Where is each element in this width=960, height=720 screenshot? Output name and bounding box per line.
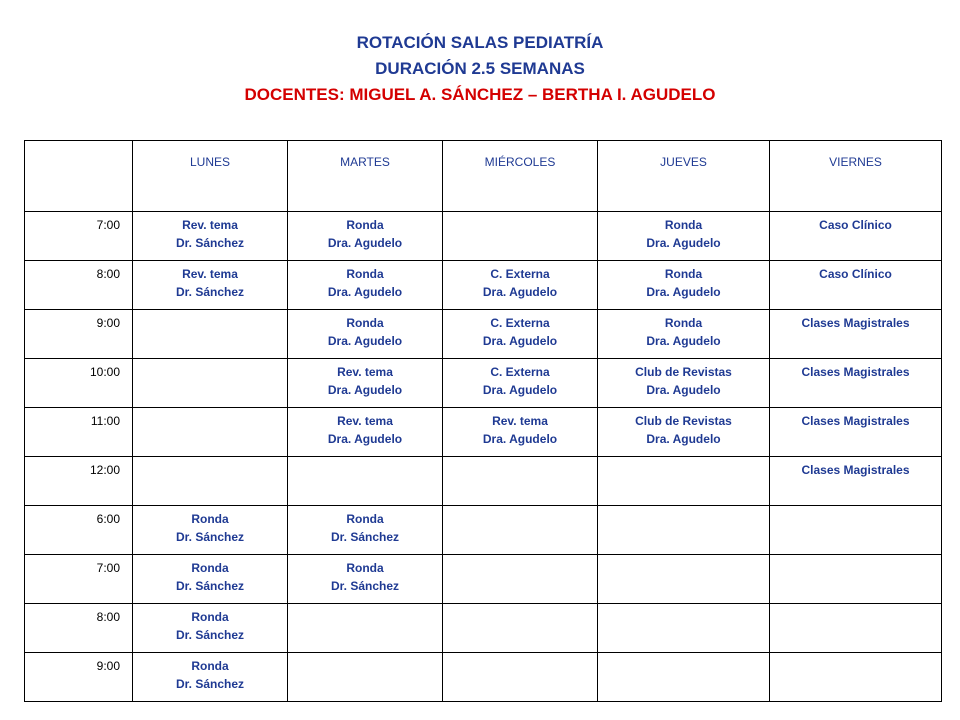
activity-label: Rev. tema [337, 365, 393, 379]
activity-label: Rev. tema [337, 414, 393, 428]
teacher-label: Dra. Agudelo [327, 334, 403, 348]
header-cell-lunes: LUNES [133, 141, 288, 212]
schedule-cell-miercoles [443, 261, 598, 310]
activity-label: Clases Magistrales [801, 316, 910, 330]
schedule-cell-martes [288, 261, 443, 310]
schedule-cell-martes [288, 212, 443, 261]
schedule-cell-viernes [770, 604, 942, 653]
activity-label: Ronda [346, 561, 384, 575]
activity-label: Rev. tema [182, 267, 238, 281]
teacher-label: Dra. Agudelo [482, 285, 558, 299]
activity-label: Caso Clínico [819, 218, 892, 232]
title-block [0, 30, 960, 108]
schedule-cell-jueves [598, 555, 770, 604]
schedule-cell-jueves [598, 604, 770, 653]
schedule-cell-martes [288, 359, 443, 408]
activity-label: Ronda [191, 659, 229, 673]
schedule-cell-miercoles [443, 212, 598, 261]
activity-label: Rev. tema [492, 414, 548, 428]
header-cell-martes: MARTES [288, 141, 443, 212]
activity-label: Caso Clínico [819, 267, 892, 281]
table-row [25, 555, 942, 604]
schedule-cell-martes [288, 310, 443, 359]
activity-label: Ronda [191, 512, 229, 526]
schedule-cell-viernes [770, 506, 942, 555]
schedule-cell-jueves [598, 310, 770, 359]
time-cell: 12:00 [25, 457, 133, 506]
schedule-cell-martes [288, 408, 443, 457]
time-cell: 7:00 [25, 555, 133, 604]
teacher-label: Dra. Agudelo [327, 432, 403, 446]
header-cell-miercoles: MIÉRCOLES [443, 141, 598, 212]
activity-label: Ronda [664, 316, 703, 330]
teacher-label: Dr. Sánchez [175, 236, 245, 250]
schedule-cell-miercoles [443, 555, 598, 604]
activity-label: Ronda [191, 561, 229, 575]
title-line-3: DOCENTES: MIGUEL A. SÁNCHEZ – BERTHA I. AGUDELO [244, 85, 716, 104]
activity-label: Clases Magistrales [801, 365, 910, 379]
title-line-2: DURACIÓN 2.5 SEMANAS [375, 59, 585, 78]
schedule-cell-martes [288, 555, 443, 604]
table-row [25, 653, 942, 702]
teacher-label: Dr. Sánchez [175, 579, 245, 593]
header-row [25, 141, 942, 212]
time-cell: 6:00 [25, 506, 133, 555]
time-cell: 10:00 [25, 359, 133, 408]
header-cell-viernes: VIERNES [770, 141, 942, 212]
activity-label: Ronda [191, 610, 229, 624]
teacher-label: Dra. Agudelo [646, 334, 721, 348]
activity-label: Club de Revistas [635, 365, 732, 379]
title-line-1: ROTACIÓN SALAS PEDIATRÍA [356, 33, 604, 52]
schedule-table [24, 140, 942, 702]
teacher-label: Dr. Sánchez [175, 285, 245, 299]
teacher-label: Dra. Agudelo [482, 383, 558, 397]
table-row [25, 212, 942, 261]
schedule-cell-viernes [770, 261, 942, 310]
schedule-cell-viernes [770, 555, 942, 604]
teacher-label: Dra. Agudelo [482, 334, 558, 348]
schedule-cell-lunes [133, 555, 288, 604]
schedule-cell-jueves [598, 506, 770, 555]
schedule-cell-lunes [133, 653, 288, 702]
schedule-cell-martes [288, 604, 443, 653]
teacher-label: Dr. Sánchez [330, 530, 400, 544]
activity-label: C. Externa [490, 365, 550, 379]
schedule-cell-jueves [598, 359, 770, 408]
teacher-label: Dra. Agudelo [327, 236, 403, 250]
time-cell: 8:00 [25, 261, 133, 310]
teacher-label: Dra. Agudelo [646, 383, 721, 397]
time-cell: 9:00 [25, 310, 133, 359]
activity-label: Ronda [346, 218, 384, 232]
teacher-label: Dr. Sánchez [330, 579, 400, 593]
schedule-cell-jueves [598, 408, 770, 457]
schedule-cell-lunes [133, 261, 288, 310]
teacher-label: Dr. Sánchez [175, 628, 245, 642]
header-corner-cell [25, 141, 133, 212]
activity-label: Clases Magistrales [801, 463, 910, 477]
schedule-cell-jueves [598, 457, 770, 506]
schedule-cell-lunes [133, 212, 288, 261]
activity-label: Club de Revistas [635, 414, 732, 428]
activity-label: Ronda [346, 267, 384, 281]
schedule-cell-lunes [133, 359, 288, 408]
activity-label: Ronda [346, 512, 384, 526]
schedule-cell-viernes [770, 408, 942, 457]
schedule-cell-jueves [598, 653, 770, 702]
schedule-cell-miercoles [443, 310, 598, 359]
activity-label: C. Externa [490, 316, 550, 330]
schedule-cell-viernes [770, 653, 942, 702]
schedule-cell-viernes [770, 457, 942, 506]
activity-label: C. Externa [490, 267, 550, 281]
activity-label: Ronda [664, 267, 703, 281]
table-row [25, 506, 942, 555]
teacher-label: Dra. Agudelo [646, 432, 721, 446]
schedule-cell-lunes [133, 457, 288, 506]
time-cell: 7:00 [25, 212, 133, 261]
schedule-cell-lunes [133, 604, 288, 653]
schedule-cell-miercoles [443, 457, 598, 506]
teacher-label: Dr. Sánchez [175, 530, 245, 544]
teacher-label: Dra. Agudelo [646, 236, 721, 250]
time-cell: 9:00 [25, 653, 133, 702]
schedule-cell-viernes [770, 359, 942, 408]
time-cell: 8:00 [25, 604, 133, 653]
schedule-cell-jueves [598, 212, 770, 261]
activity-label: Rev. tema [182, 218, 238, 232]
table-row [25, 457, 942, 506]
table-row [25, 359, 942, 408]
teacher-label: Dra. Agudelo [482, 432, 558, 446]
header-cell-jueves: JUEVES [598, 141, 770, 212]
schedule-cell-martes [288, 506, 443, 555]
schedule-cell-miercoles [443, 506, 598, 555]
schedule-cell-lunes [133, 506, 288, 555]
schedule-cell-miercoles [443, 408, 598, 457]
time-cell: 11:00 [25, 408, 133, 457]
table-row [25, 261, 942, 310]
teacher-label: Dra. Agudelo [327, 285, 403, 299]
table-row [25, 310, 942, 359]
teacher-label: Dr. Sánchez [175, 677, 245, 691]
schedule-cell-miercoles [443, 604, 598, 653]
table-row [25, 604, 942, 653]
schedule-cell-viernes [770, 310, 942, 359]
activity-label: Ronda [664, 218, 703, 232]
activity-label: Ronda [346, 316, 384, 330]
teacher-label: Dra. Agudelo [327, 383, 403, 397]
schedule-cell-viernes [770, 212, 942, 261]
schedule-cell-martes [288, 457, 443, 506]
teacher-label: Dra. Agudelo [646, 285, 721, 299]
schedule-cell-jueves [598, 261, 770, 310]
table-row [25, 408, 942, 457]
schedule-cell-miercoles [443, 653, 598, 702]
schedule-cell-lunes [133, 408, 288, 457]
activity-label: Clases Magistrales [801, 414, 910, 428]
schedule-cell-martes [288, 653, 443, 702]
schedule-cell-lunes [133, 310, 288, 359]
schedule-cell-miercoles [443, 359, 598, 408]
